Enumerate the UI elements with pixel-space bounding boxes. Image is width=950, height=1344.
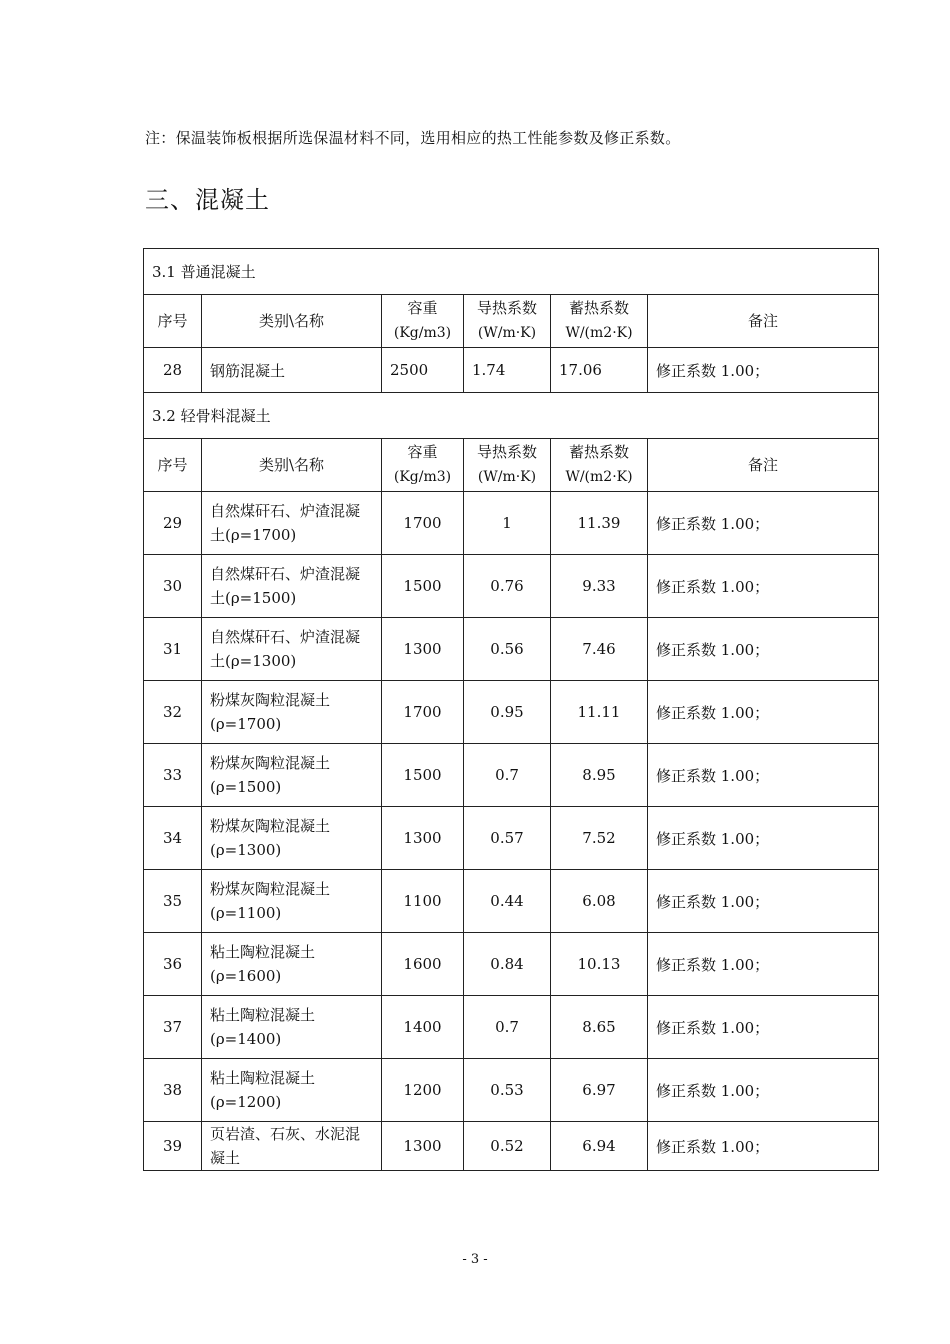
cell-remark: 修正系数 1.00；	[648, 555, 879, 618]
header-conductivity-unit: (W/m·K)	[477, 325, 537, 341]
cell-remark: 修正系数 1.00；	[648, 870, 879, 933]
cell-no: 28	[144, 348, 202, 393]
cell-density: 1400	[382, 996, 464, 1059]
section-title-2: 3.2 轻骨料混凝土	[144, 393, 879, 439]
cell-storage: 11.39	[551, 492, 648, 555]
cell-density: 1200	[382, 1059, 464, 1122]
header-storage	[551, 295, 648, 348]
header-remark: 备注	[648, 439, 879, 492]
header-name: 类别\名称	[202, 295, 382, 348]
cell-storage: 6.94	[551, 1122, 648, 1171]
cell-remark: 修正系数 1.00；	[648, 618, 879, 681]
cell-conductivity: 0.76	[464, 555, 551, 618]
header-conductivity-label: 导热系数	[476, 443, 537, 461]
cell-conductivity: 1	[464, 492, 551, 555]
cell-no: 38	[144, 1059, 202, 1122]
cell-storage: 11.11	[551, 681, 648, 744]
cell-name: 自然煤矸石、炉渣混凝土(ρ=1500)	[202, 555, 382, 618]
cell-name: 粉煤灰陶粒混凝土(ρ=1700)	[202, 681, 382, 744]
cell-name: 粘土陶粒混凝土(ρ=1600)	[202, 933, 382, 996]
cell-conductivity: 1.74	[464, 348, 551, 393]
cell-remark: 修正系数 1.00；	[648, 681, 879, 744]
header-name: 类别\名称	[202, 439, 382, 492]
section-row-2	[144, 393, 879, 439]
header-conductivity	[464, 295, 551, 348]
cell-storage: 10.13	[551, 933, 648, 996]
cell-conductivity: 0.56	[464, 618, 551, 681]
cell-conductivity: 0.95	[464, 681, 551, 744]
cell-density: 1700	[382, 681, 464, 744]
cell-remark: 修正系数 1.00；	[648, 996, 879, 1059]
header-conductivity-label: 导热系数	[476, 299, 537, 317]
cell-no: 35	[144, 870, 202, 933]
page-number: - 3 -	[462, 1252, 488, 1267]
concrete-table	[143, 248, 879, 1171]
cell-density: 1100	[382, 870, 464, 933]
cell-remark: 修正系数 1.00；	[648, 492, 879, 555]
cell-name: 自然煤矸石、炉渣混凝土(ρ=1700)	[202, 492, 382, 555]
header-storage-unit: W/(m2·K)	[565, 469, 633, 485]
header-row-1	[144, 295, 879, 348]
section-heading: 三、混凝土	[145, 186, 270, 214]
header-density	[382, 439, 464, 492]
table-row	[144, 807, 879, 870]
cell-name: 页岩渣、石灰、水泥混凝土	[202, 1122, 382, 1171]
cell-storage: 6.97	[551, 1059, 648, 1122]
cell-density: 1300	[382, 807, 464, 870]
header-remark: 备注	[648, 295, 879, 348]
cell-no: 36	[144, 933, 202, 996]
cell-conductivity: 0.7	[464, 996, 551, 1059]
header-storage-unit: W/(m2·K)	[565, 325, 633, 341]
header-storage-label: 蓄热系数	[568, 443, 629, 461]
cell-no: 29	[144, 492, 202, 555]
cell-conductivity: 0.84	[464, 933, 551, 996]
cell-storage: 17.06	[551, 348, 648, 393]
cell-density: 1300	[382, 618, 464, 681]
header-density-label: 容重	[407, 299, 438, 317]
cell-storage: 7.46	[551, 618, 648, 681]
header-density	[382, 295, 464, 348]
header-storage-label: 蓄热系数	[568, 299, 629, 317]
cell-remark: 修正系数 1.00；	[648, 1059, 879, 1122]
header-conductivity-unit: (W/m·K)	[477, 469, 537, 485]
cell-name: 粉煤灰陶粒混凝土(ρ=1500)	[202, 744, 382, 807]
cell-density: 1500	[382, 744, 464, 807]
section-title-1: 3.1 普通混凝土	[144, 249, 879, 295]
header-storage	[551, 439, 648, 492]
cell-name: 自然煤矸石、炉渣混凝土(ρ=1300)	[202, 618, 382, 681]
table-row	[144, 555, 879, 618]
header-no: 序号	[144, 439, 202, 492]
cell-storage: 7.52	[551, 807, 648, 870]
cell-remark: 修正系数 1.00；	[648, 807, 879, 870]
cell-no: 39	[144, 1122, 202, 1171]
table-row	[144, 870, 879, 933]
cell-name: 钢筋混凝土	[202, 348, 382, 393]
cell-conductivity: 0.44	[464, 870, 551, 933]
cell-storage: 8.95	[551, 744, 648, 807]
cell-no: 34	[144, 807, 202, 870]
cell-density: 1300	[382, 1122, 464, 1171]
header-conductivity	[464, 439, 551, 492]
header-density-unit: (Kg/m3)	[393, 469, 452, 485]
cell-no: 31	[144, 618, 202, 681]
cell-no: 30	[144, 555, 202, 618]
cell-name: 粘土陶粒混凝土(ρ=1200)	[202, 1059, 382, 1122]
section-row-1	[144, 249, 879, 295]
cell-remark: 修正系数 1.00；	[648, 1122, 879, 1171]
cell-no: 32	[144, 681, 202, 744]
cell-density: 2500	[382, 348, 464, 393]
table-row	[144, 348, 879, 393]
cell-name: 粉煤灰陶粒混凝土(ρ=1100)	[202, 870, 382, 933]
cell-conductivity: 0.53	[464, 1059, 551, 1122]
cell-storage: 8.65	[551, 996, 648, 1059]
header-row-2	[144, 439, 879, 492]
cell-remark: 修正系数 1.00；	[648, 744, 879, 807]
header-no: 序号	[144, 295, 202, 348]
header-density-label: 容重	[407, 443, 438, 461]
cell-name: 粘土陶粒混凝土(ρ=1400)	[202, 996, 382, 1059]
cell-no: 37	[144, 996, 202, 1059]
table-row	[144, 1059, 879, 1122]
table-row	[144, 1122, 879, 1171]
cell-remark: 修正系数 1.00；	[648, 933, 879, 996]
cell-name: 粉煤灰陶粒混凝土(ρ=1300)	[202, 807, 382, 870]
cell-density: 1600	[382, 933, 464, 996]
table-row	[144, 744, 879, 807]
header-density-unit: (Kg/m3)	[393, 325, 452, 341]
cell-storage: 9.33	[551, 555, 648, 618]
note-text: 注：保温装饰板根据所选保温材料不同，选用相应的热工性能参数及修正系数。	[145, 129, 681, 147]
table-row	[144, 681, 879, 744]
cell-density: 1700	[382, 492, 464, 555]
cell-remark: 修正系数 1.00；	[648, 348, 879, 393]
cell-no: 33	[144, 744, 202, 807]
table-row	[144, 618, 879, 681]
cell-conductivity: 0.57	[464, 807, 551, 870]
cell-density: 1500	[382, 555, 464, 618]
table-row	[144, 492, 879, 555]
table-row	[144, 996, 879, 1059]
cell-conductivity: 0.52	[464, 1122, 551, 1171]
table-row	[144, 933, 879, 996]
cell-storage: 6.08	[551, 870, 648, 933]
cell-conductivity: 0.7	[464, 744, 551, 807]
